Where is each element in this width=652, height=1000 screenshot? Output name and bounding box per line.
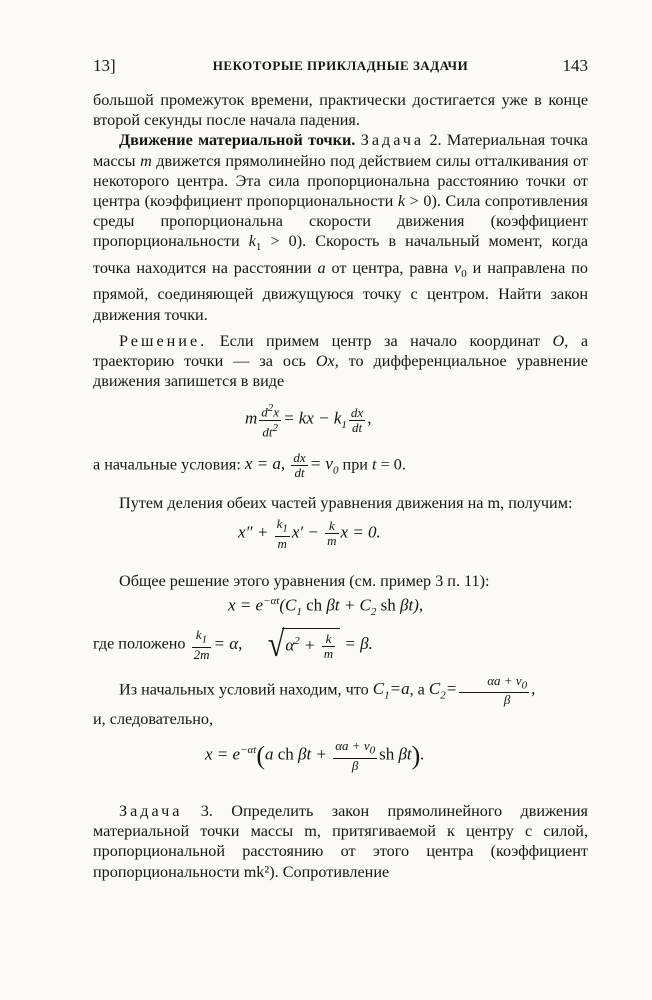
equation-general-solution: $x = e^{-\alpha t}(C_1$ ch $\beta t + C_2$ sh βt), — [228, 594, 424, 619]
running-title: НЕКОТОРЫЕ ПРИКЛАДНЫЕ ЗАДАЧИ — [212, 58, 469, 73]
substitution-line: где положено $\frac{k_1}{2m}$ = α, $√\alpha^2$ + $\frac{k}{m}$ = β. — [93, 624, 373, 664]
book-page — [93, 52, 588, 882]
section-number: 13] — [93, 56, 116, 75]
equation-final-solution: $x = e^{-\alpha t}(a$ ch βt + $\frac{\alpha a + v_0}{\beta}$ sh βt). — [205, 738, 425, 773]
paragraph-general-solution: Общее решение этого уравнения (см. пример 3 п. 11): — [119, 571, 490, 590]
paragraph-problem-3: Задача 3. Определить закон прямолинейного движения материальной точки массы m, притягиваемой к центру с силой, пропорциональной расстоянию от этого центра (коэффициент пропорциональности mk²). Сопротивление — [93, 802, 588, 881]
task-label: Задача — [360, 131, 425, 150]
paragraph-division: Путем деления обеих частей уравнения движения на m, получим: — [119, 493, 573, 512]
paragraph-problem-2: Движение материальной точки. Задача 2. Материальная точка массы m движется прямолинейно под действием силы отталкивания от некоторого центра. Эта сила пропорциональна расстоянию точки от центра (коэффициент пропорциональности k > 0). Сила сопротивления среды пропорциональна скорости движения (коэффициент пропорциональности $k_1 > 0$). Скорость в начальный момент, когда точка находится на расстоянии a от центра, равна $v_0$ и направлена по прямой, соединяющей движущуюся точку с центром. Найти закон движения точки. — [93, 131, 589, 324]
constants-line: Из начальных условий находим, что $C_1=a$, а $C_2=$ $\frac{\alpha a + v_0}{\beta}$ , — [119, 672, 536, 708]
page-number: 143 — [562, 56, 588, 75]
equation-motion: m $\frac{d^2x}{dt^2}$ = kx − $k_1$ $\frac{dx}{dt}$ , — [245, 402, 372, 439]
equation-normalized: x″ + $\frac{k_1}{m}$ x′ − $\frac{k}{m}$ x = 0. — [238, 516, 381, 551]
initial-conditions: а начальные условия: x = a, $\frac{dx}{dt}$ = $v_0$ при t = 0. — [93, 449, 406, 480]
paragraph-solution: Решение. Если примем центр за начало координат O, а траекторию точки — за ось Ox, то дифференциальное уравнение движения запишется в виде — [93, 331, 589, 391]
solution-label: Решение. — [119, 331, 208, 350]
running-header — [93, 52, 588, 76]
task-label-3: Задача — [119, 802, 183, 820]
consequently-label: и, следовательно, — [93, 710, 214, 729]
paragraph-continuation: большой промежуток времени, практически достигается уже в конце второй секунды после начала падения. — [93, 91, 588, 130]
section-heading: Движение материальной точки. — [119, 131, 356, 150]
